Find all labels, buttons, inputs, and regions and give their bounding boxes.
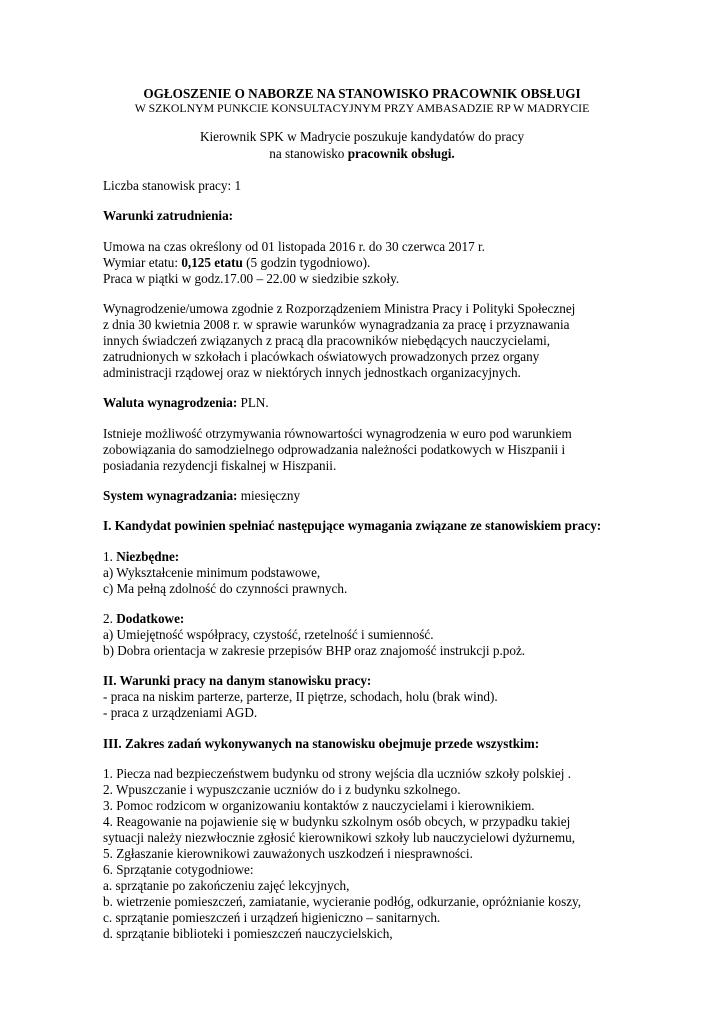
salary-regulation-line: administracji rządowej oraz w niektórych innych jednostkach organizacyjnych. [103, 365, 521, 380]
currency: Waluta wynagrodzenia: PLN. [103, 395, 269, 410]
employment-fte: Wymiar etatu: 0,125 etatu (5 godzin tygodniowo). [103, 255, 371, 270]
employment-contract: Umowa na czas określony od 01 listopada 2016 r. do 30 czerwca 2017 r. [103, 239, 485, 254]
positions-count: Liczba stanowisk pracy: 1 [103, 178, 242, 193]
employment-hours: Praca w piątki w godz.17.00 – 22.00 w siedzibie szkoły. [103, 271, 400, 286]
document-title: OGŁOSZENIE O NABORZE NA STANOWISKO PRACOWNIK OBSŁUGI [143, 86, 581, 101]
section-3-heading: III. Zakres zadań wykonywanych na stanowisku obejmuje przede wszystkim: [103, 736, 540, 751]
salary-regulation-line: Wynagrodzenie/umowa zgodnie z Rozporządzeniem Ministra Pracy i Polityki Społecznej [103, 301, 576, 316]
intro-line-2: na stanowisko pracownik obsługi. [269, 146, 455, 161]
duty-item: 6. Sprzątanie cotygodniowe: [103, 862, 254, 877]
euro-option-line: zobowiązania do samodzielnego odprowadzania należności podatkowych w Hiszpanii i [103, 442, 566, 457]
pay-system: System wynagradzania: miesięczny [103, 488, 301, 503]
duty-item: 5. Zgłaszanie kierownikowi zauważonych uszkodzeń i niesprawności. [103, 846, 473, 861]
salary-regulation-line: zatrudnionych w szkołach i placówkach oświatowych prowadzonych przez organy [103, 349, 540, 364]
duty-item: 4. Reagowanie na pojawienie się w budynku szkolnym osób obcych, w przypadku takiej [103, 814, 571, 829]
additional-item: b) Dobra orientacja w zakresie przepisów BHP oraz znajomość instrukcji p.poż. [103, 643, 526, 658]
intro-line-1: Kierownik SPK w Madrycie poszukuje kandydatów do pracy [199, 129, 525, 144]
duty-item: c. sprzątanie pomieszczeń i urządzeń higieniczno – sanitarnych. [103, 910, 441, 925]
work-condition-item: - praca na niskim parterze, parterze, II piętrze, schodach, holu (brak wind). [103, 689, 498, 704]
position-name: pracownik obsługi. [347, 146, 455, 161]
euro-option-line: posiadania rezydencji fiskalnej w Hiszpanii. [103, 458, 337, 473]
section-1-heading: I. Kandydat powinien spełniać następujące wymagania związane ze stanowiskiem pracy: [103, 518, 602, 533]
duty-item: 3. Pomoc rodzicom w organizowaniu kontaktów z nauczycielami i kierownikiem. [103, 798, 535, 813]
salary-regulation-line: innych świadczeń związanych z pracą dla pracowników niebędących nauczycielami, [103, 333, 551, 348]
document-subtitle: W SZKOLNYM PUNKCIE KONSULTACYJNYM PRZY AMBASADZIE RP W MADRYCIE [134, 101, 590, 115]
euro-option-line: Istnieje możliwość otrzymywania równowartości wynagrodzenia w euro pod warunkiem [103, 426, 572, 441]
duty-item: a. sprzątanie po zakończeniu zajęć lekcyjnych, [103, 878, 350, 893]
required-item: c) Ma pełną zdolność do czynności prawnych. [103, 581, 348, 596]
salary-regulation-line: z dnia 30 kwietnia 2008 r. w sprawie warunków wynagradzania za pracę i przyznawania [103, 317, 570, 332]
required-item: a) Wykształcenie minimum podstawowe, [103, 565, 321, 580]
duty-item: d. sprzątanie biblioteki i pomieszczeń nauczycielskich, [103, 926, 393, 941]
employment-heading: Warunki zatrudnienia: [103, 208, 234, 223]
duty-item: sytuacji należy niezwłocznie zgłosić kierownikowi szkoły lub nauczycielowi dyżurnemu, [103, 830, 576, 845]
duty-item: 2. Wpuszczanie i wypuszczanie uczniów do i z budynku szkolnego. [103, 782, 461, 797]
required-heading: 1. Niezbędne: [103, 549, 180, 564]
section-2-heading: II. Warunki pracy na danym stanowisku pracy: [103, 673, 372, 688]
additional-item: a) Umiejętność współpracy, czystość, rzetelność i sumienność. [103, 627, 434, 642]
duty-item: b. wietrzenie pomieszczeń, zamiatanie, wycieranie podłóg, odkurzanie, opróżnianie koszy, [103, 894, 582, 909]
additional-heading: 2. Dodatkowe: [103, 611, 185, 626]
work-condition-item: - praca z urządzeniami AGD. [103, 705, 258, 720]
duty-item: 1. Piecza nad bezpieczeństwem budynku od strony wejścia dla uczniów szkoły polskiej . [103, 766, 572, 781]
